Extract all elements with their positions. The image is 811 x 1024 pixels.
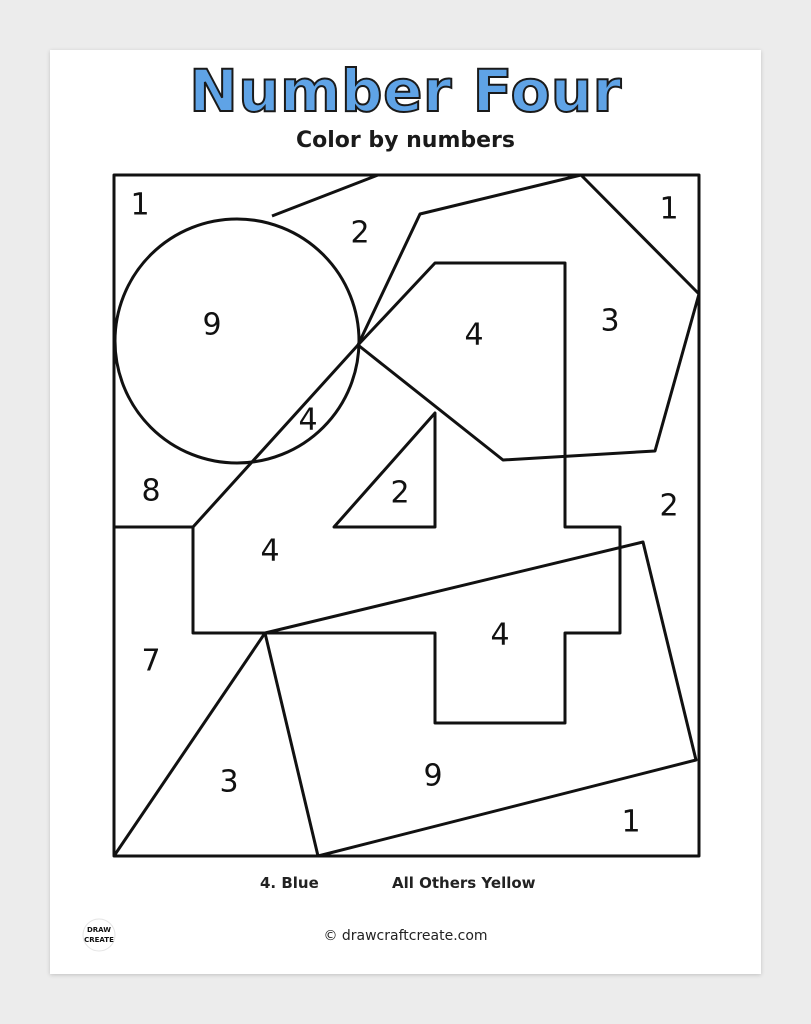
page-title: Number Four [189,57,622,125]
region-label: 9 [202,307,222,343]
region-label: 9 [423,758,443,794]
region-label: 4 [260,533,280,569]
logo-text-bottom: CREATE [84,936,114,944]
circle-shape [115,219,359,463]
region-label: 1 [130,187,150,223]
region-label: 7 [141,643,161,679]
region-label: 2 [390,475,410,511]
region-label: 8 [141,473,161,509]
bottom-left-diagonal-line [114,633,265,856]
region-label: 2 [350,215,370,251]
region-label: 1 [621,804,641,840]
logo-text-top: DRAW [86,926,112,934]
copyright-text: © drawcraftcreate.com [323,928,488,944]
page-subtitle: Color by numbers [295,128,516,153]
inner-triangle-shape [334,413,435,527]
hexagon-shape [358,175,699,460]
region-label: 4 [490,617,510,653]
region-label: 4 [298,402,318,438]
region-label: 3 [219,764,239,800]
region-label: 1 [659,191,679,227]
region-label: 2 [659,488,679,524]
region-label: 4 [464,317,484,353]
color-key-blue: 4. Blue [260,874,319,892]
region-label: 3 [600,303,620,339]
color-key-others: All Others Yellow [392,874,536,892]
top-diagonal-line [272,175,378,216]
